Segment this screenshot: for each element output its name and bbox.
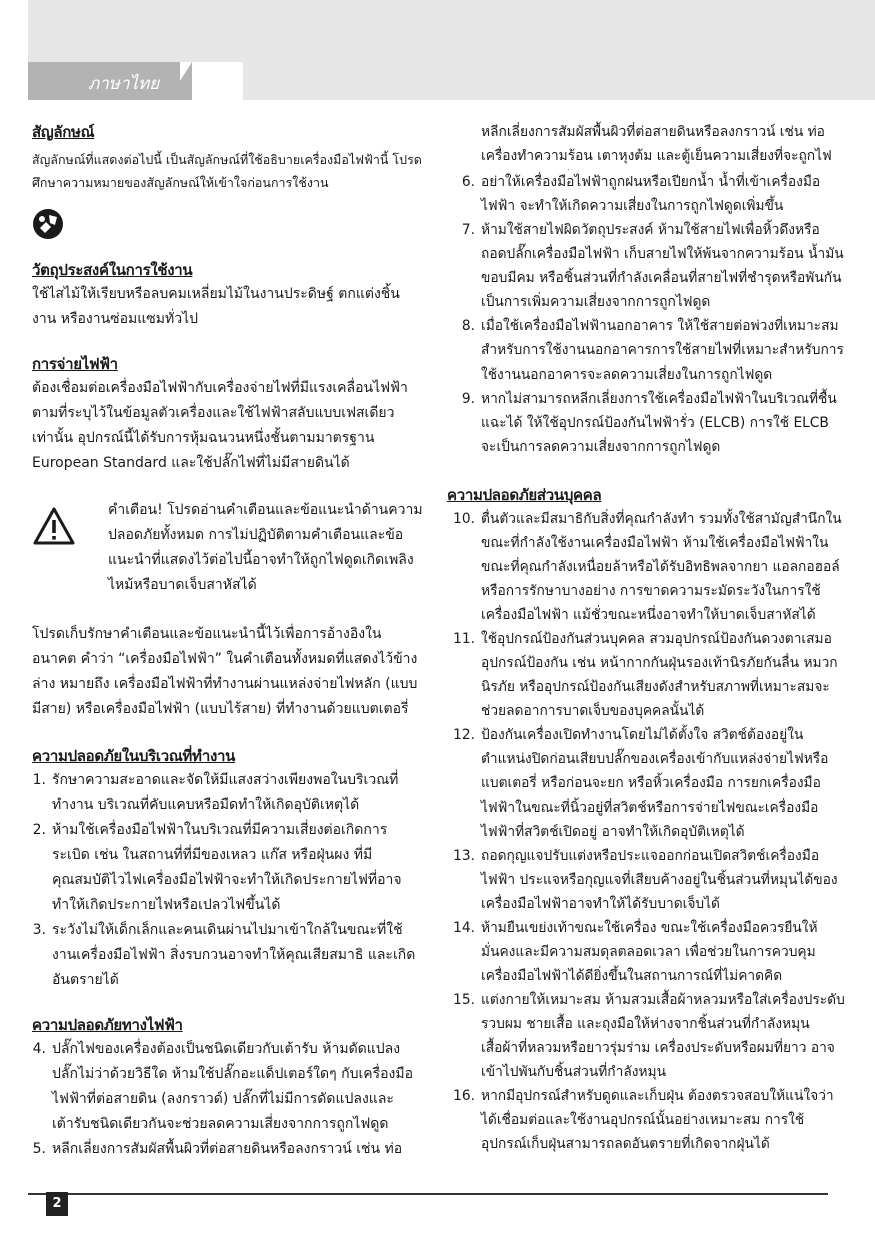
list-item — [447, 844, 845, 916]
keep-instructions-text: โปรดเก็บรักษาคำเตือนและข้อแนะนำนี้ไว้เพื่อการอ้างอิงในอนาคต คำว่า “เครื่องมือไฟฟ้า” ในคำเตือนทั้งหมดที่แสดงไว้ข้างล่าง หมายถึง เครื่องมือไฟฟ้าที่ทำงานผ่านแหล่งจ่ายไฟหลัก (แบบมีสาย) หรือเครื่องมือไฟฟ้า (แบบไร้สาย) ที่ทำงานด้วยแบตเตอรี่ — [32, 626, 418, 717]
item-text: รักษาความสะอาดและจัดให้มีแสงสว่างเพียงพอในบริเวณที่ทำงาน บริเวณที่คับแคบหรือมืดทำให้เกิดอุบัติเหตุได้ — [52, 772, 399, 813]
item-text: ปลั๊กไฟของเครื่องต้องเป็นชนิดเดียวกับเต้ารับ ห้ามดัดแปลงปลั๊กไม่ว่าด้วยวิธีใด ห้ามใช้ปลั๊กอะแด็ปเตอร์ใดๆ กับเครื่องมือไฟฟ้าที่ต่อสายดิน (ลงกราวด์) ปลั๊กที่ไม่มีการดัดแปลงและเต้ารับชนิดเดียวกันจะช่วยลดความเสี่ยงจากการถูกไฟดูด — [52, 1041, 414, 1132]
item-number: 10. — [453, 510, 475, 527]
list-item — [447, 314, 845, 386]
item-number: 15. — [453, 992, 475, 1008]
item-text: ป้องกันเครื่องเปิดทำงานโดยไม่ได้ตั้งใจ สวิตช์ต้องอยู่ในตำแหน่งปิดก่อนเสียบปลั๊กของเครื่องเข้ากับแหล่งจ่ายไฟหรือแบตเตอรี่ หรือก่อนจะยก หรือหิ้วเครื่องมือ การยกเครื่องมือไฟฟ้าในขณะที่นิ้วอยู่ที่สวิตช์หรือการจ่ายไฟขณะเครื่องมือไฟฟ้าที่สวิตช์เปิดอยู่ อาจทำให้เกิดอุบัติเหตุได้ — [481, 727, 829, 840]
power-heading: การจ่ายไฟฟ้า — [32, 355, 118, 373]
warning-box — [32, 498, 424, 598]
footer-rule — [28, 1193, 828, 1195]
electrical-heading: ความปลอดภัยทางไฟฟ้า — [32, 1016, 183, 1034]
item-number: 11. — [453, 631, 475, 648]
item-number: 4. — [32, 1041, 46, 1057]
list-item — [447, 218, 845, 314]
language-tab-corner — [168, 62, 192, 100]
electrical-list-right — [447, 120, 845, 459]
list-item — [447, 723, 845, 843]
personal-list — [447, 507, 845, 1157]
item-number: 7. — [461, 222, 475, 239]
language-label: ภาษาไทย — [88, 74, 160, 94]
item-text: เมื่อใช้เครื่องมือไฟฟ้านอกอาคาร ให้ใช้สายต่อพ่วงที่เหมาะสมสำหรับการใช้งานนอกอาคารการใช้สายไฟที่เหมาะสำหรับการใช้งานนอกอาคารจะลดความเสี่ยงในการถูกไฟดูด — [481, 318, 844, 383]
list-item — [447, 507, 845, 627]
purpose-heading: วัตถุประสงค์ในการใช้งาน — [32, 261, 193, 279]
item-text: ระวังไม่ให้เด็กเล็กและคนเดินผ่านไปมาเข้าใกล้ในขณะที่ใช้งานเครื่องมือไฟฟ้า สิ่งรบกวนอาจทำให้คุณเสียสมาธิ และเกิดอันตรายได้ — [52, 922, 416, 988]
work-area-list — [32, 768, 424, 993]
list-item — [447, 170, 845, 218]
item-number: 9. — [461, 390, 475, 407]
item-number: 1. — [32, 772, 46, 788]
item-number: 5. — [32, 1141, 46, 1157]
item-number — [447, 120, 481, 170]
item-number: 3. — [32, 922, 46, 938]
list-item — [32, 818, 424, 918]
item-text: แต่งกายให้เหมาะสม ห้ามสวมเสื้อผ้าหลวมหรือใส่เครื่องประดับ รวบผม ชายเสื้อ และถุงมือให้ห่างจากชิ้นส่วนที่กำลังหมุน เสื้อผ้าที่หลวมหรือยาวรุ่มร่าม เครื่องประดับหรือผมที่ยาว อาจเข้าไปพันกับชิ้นส่วนที่กำลังหมุน — [481, 992, 845, 1081]
right-column — [447, 120, 845, 1156]
left-column — [32, 120, 424, 1162]
item-text: หลีกเลี่ยงการสัมผัสพื้นผิวที่ต่อสายดินหรือลงกราวน์ เช่น ท่อ เครื่องทำความร้อน เตาหุงต้ม และตู้เย็นความเสี่ยงที่จะถูกไฟ — [481, 124, 832, 165]
item-number: 13. — [453, 847, 475, 864]
item-number: 12. — [453, 727, 475, 744]
item-text: อย่าให้เครื่องมือไฟฟ้าถูกฝนหรือเปียกน้ำ น้ำที่เข้าเครื่องมือไฟฟ้า จะทำให้เกิดความเสี่ยงในการถูกไฟดูดเพิ่มขึ้น — [481, 174, 821, 215]
list-item — [32, 1137, 424, 1162]
list-item — [447, 1084, 845, 1156]
list-item — [447, 387, 845, 459]
list-item — [447, 627, 845, 723]
work-area-heading: ความปลอดภัยในบริเวณที่ทำงาน — [32, 747, 236, 765]
purpose-text: ใช้ไสไม้ให้เรียบหรือลบคมเหลี่ยมไม้ในงานประดิษฐ์ ตกแต่งชิ้นงาน หรืองานซ่อมแซมทั่วไป — [32, 286, 400, 327]
item-text: หากไม่สามารถหลีกเลี่ยงการใช้เครื่องมือไฟฟ้าในบริเวณที่ชื้นแฉะได้ ให้ใช้อุปกรณ์ป้องกันไฟฟ้ารั่ว (ELCB) การใช้ ELCB จะเป็นการลดความเสี่ยงจากการถูกไฟดูด — [481, 390, 837, 455]
symbols-text: สัญลักษณ์ที่แสดงต่อไปนี้ เป็นสัญลักษณ์ที่ใช้อธิบายเครื่องมือไฟฟ้านี้ โปรดศึกษาความหมายของสัญลักษณ์ให้เข้าใจก่อนการใช้งาน — [32, 152, 422, 190]
item-text: ถอดกุญแจปรับแต่งหรือประแจออกก่อนเปิดสวิตช์เครื่องมือไฟฟ้า ประแจหรือกุญแจที่เสียบค้างอยู่ในชิ้นส่วนที่หมุนได้ของเครื่องมือไฟฟ้าอาจทำให้ได้รับบาดเจ็บได้ — [481, 847, 838, 912]
item-number: 2. — [32, 822, 46, 838]
page-number: 2 — [46, 1192, 68, 1216]
item-text: หลีกเลี่ยงการสัมผัสพื้นผิวที่ต่อสายดินหรือลงกราวน์ เช่น ท่อ — [52, 1141, 403, 1157]
item-text: ห้ามใช้เครื่องมือไฟฟ้าในบริเวณที่มีความเสี่ยงต่อเกิดการระเบิด เช่น ในสถานที่ที่มีของเหลว แก๊ส หรือฝุ่นผง ที่มีคุณสมบัติไวไฟเครื่องมือไฟฟ้าจะทำให้เกิดประกายไฟที่อาจทำให้เกิดประกายไฟหรือเปลวไฟขึ้นได้ — [52, 822, 402, 913]
list-item — [447, 988, 845, 1084]
warning-text: คำเตือน! โปรดอ่านคำเตือนและข้อแนะนำด้านความปลอดภัยทั้งหมด การไม่ปฏิบัติตามคำเตือนและข้อแนะนำที่แสดงไว้ต่อไปนี้อาจทำให้ถูกไฟดูดเกิดเพลิงไหม้หรือบาดเจ็บสาหัสได้ — [108, 502, 423, 593]
list-item — [32, 768, 424, 818]
personal-heading: ความปลอดภัยส่วนบุคคล — [447, 485, 602, 504]
item-text: ใช้อุปกรณ์ป้องกันส่วนบุคคล สวมอุปกรณ์ป้องกันดวงตาเสมอ อุปกรณ์ป้องกัน เช่น หน้ากากกันฝุ่นรองเท้านิรภัยกันลื่น หมวกนิรภัย หรืออุปกรณ์ป้องกันเสียงดังสำหรับสภาพที่เหมาะสมจะช่วยลดอาการบาดเจ็บของบุคคลนั้นได้ — [481, 631, 838, 720]
item-text: ห้ามใช้สายไฟผิดวัตถุประสงค์ ห้ามใช้สายไฟเพื่อหิ้วดึงหรือถอดปลั๊กเครื่องมือไฟฟ้า เก็บสายไฟให้พ้นจากความร้อน น้ำมัน ขอบมีคม หรือชิ้นส่วนที่กำลังเคลื่อนที่สายไฟที่ชำรุดหรือพันกันเป็นการเพิ่มความเสี่ยงจากการถูกไฟดูด — [481, 222, 844, 311]
item-number: 8. — [461, 318, 475, 335]
symbols-heading: สัญลักษณ์ — [32, 123, 95, 141]
list-item — [32, 1037, 424, 1137]
item-number: 14. — [453, 919, 475, 936]
item-text: หากมีอุปกรณ์สำหรับดูดและเก็บฝุ่น ต้องตรวจสอบให้แน่ใจว่าได้เชื่อมต่อและใช้งานอุปกรณ์นั้นอย่างเหมาะสม การใช้อุปกรณ์เก็บฝุ่นสามารถลดอันตรายที่เกิดจากฝุ่นได้ — [481, 1088, 834, 1153]
list-item — [447, 120, 845, 170]
item-text: ห้ามยืนเขย่งเท้าขณะใช้เครื่อง ขณะใช้เครื่องมือควรยืนให้มั่นคงและมีความสมดุลตลอดเวลา เพื่อช่วยในการควบคุมเครื่องมือไฟฟ้าได้ดียิ่งขึ้นในสถานการณ์ที่ไม่คาดคิด — [481, 919, 818, 984]
list-item — [32, 918, 424, 993]
electrical-list-left — [32, 1037, 424, 1162]
read-manual-icon — [32, 208, 64, 240]
item-number: 16. — [453, 1088, 475, 1105]
warning-triangle-icon — [32, 506, 78, 598]
item-text: ตื่นตัวและมีสมาธิกับสิ่งที่คุณกำลังทำ รวมทั้งใช้สามัญสำนึกในขณะที่กำลังใช้งานเครื่องมือไฟฟ้า ห้ามใช้เครื่องมือไฟฟ้าในขณะที่คุณกำลังเหนื่อยล้าหรือได้รับอิทธิพลจากยา แอลกอฮอล์ หรือการรักษาบางอย่าง การขาดความระมัดระวังในการใช้เครื่องมือไฟฟ้า แม้ชั่วขณะหนึ่งอาจทำให้บาดเจ็บสาหัสได้ — [481, 510, 842, 623]
power-text: ต้องเชื่อมต่อเครื่องมือไฟฟ้ากับเครื่องจ่ายไฟที่มีแรงเคลื่อนไฟฟ้าตามที่ระบุไว้ในข้อมูลตัวเครื่องและใช้ไฟฟ้าสลับแบบเฟสเดียวเท่านั้น อุปกรณ์นี้ได้รับการหุ้มฉนวนหนึ่งชั้นตามมาตรฐาน European Standard และใช้ปลั๊กไฟที่ไม่มีสายดินได้ — [32, 380, 408, 471]
list-item — [447, 916, 845, 988]
item-number: 6. — [461, 174, 475, 190]
